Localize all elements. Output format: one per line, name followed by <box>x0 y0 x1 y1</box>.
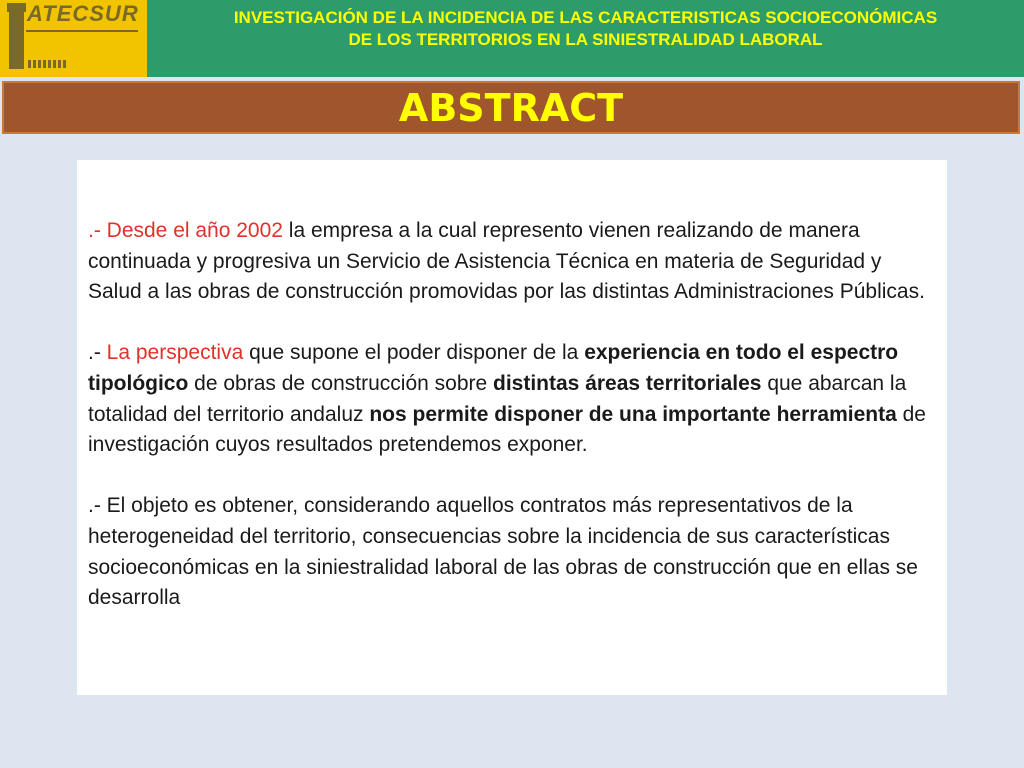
paragraph-1-text: la empresa a la cual represento vienen realizando de manera continuada y progresiva un Servicio de Asistencia Técnica en materia de Seguridad y Salud a las obras de construcción promovidas por las distintas Administraciones Públicas. <box>88 219 925 304</box>
abstract-paragraph-2 <box>88 338 937 460</box>
paragraph-1-lead: .- Desde el año 2002 <box>88 219 283 242</box>
abstract-paragraph-1 <box>88 216 937 308</box>
atecsur-logo <box>0 0 147 77</box>
paragraph-2-text-3: que abarcan la totalidad del territorio andaluz <box>88 371 907 426</box>
header-banner <box>147 0 1024 77</box>
logo-underline <box>26 30 138 32</box>
header-title-line-1: INVESTIGACIÓN DE LA INCIDENCIA DE LAS CARACTERISTICAS SOCIOECONÓMICAS <box>233 8 938 27</box>
paragraph-2-bold-2: distintas áreas territoriales <box>493 371 762 395</box>
section-title: ABSTRACT <box>398 85 624 130</box>
paragraph-2-text-2: de obras de construcción sobre <box>188 371 494 395</box>
abstract-paragraph-3: .- El objeto es obtener, considerando aquellos contratos más representativos de la heterogeneidad del territorio, consecuencias sobre la incidencia de sus características socioeconómicas en la siniestralidad laboral de las obras de construcción que en ellas se desarrolla <box>88 494 918 610</box>
paragraph-2-lead: La perspectiva <box>106 341 244 365</box>
paragraph-2-text-1: que supone el poder disponer de la <box>243 341 585 365</box>
paragraph-2-bold-1: experiencia en todo el espectro tipológico <box>88 341 899 395</box>
section-title-bar <box>2 81 1020 134</box>
paragraph-2-text-4: de investigación cuyos resultados pretendemos exponer. <box>88 402 926 457</box>
atecsur-logo-icon <box>9 3 24 69</box>
logo-subtext-mark <box>28 60 68 68</box>
abstract-content-card <box>77 160 947 695</box>
paragraph-2-bold-3: nos permite disponer de una importante herramienta <box>369 402 897 426</box>
logo-brand-text: ATECSUR <box>27 1 139 26</box>
header-title-line-2: DE LOS TERRITORIOS EN LA SINIESTRALIDAD LABORAL <box>348 30 823 49</box>
paragraph-2-prefix: .- <box>88 341 107 365</box>
